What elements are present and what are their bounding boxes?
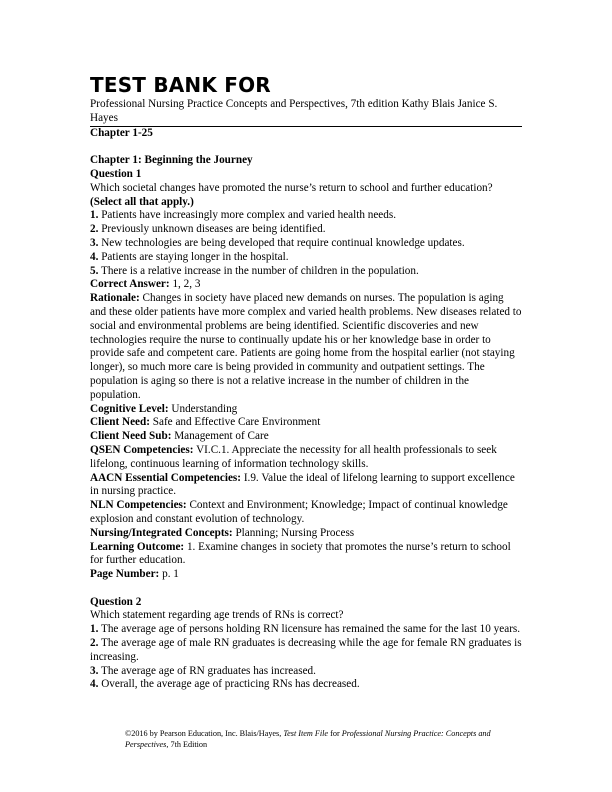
page-content xyxy=(90,73,522,692)
question-2-stem: Which statement regarding age trends of RNs is correct? xyxy=(90,609,344,622)
q1-correct-answer: Correct Answer: 1, 2, 3 xyxy=(90,278,201,291)
q1-option-2: 2. Previously unknown diseases are being identified. xyxy=(90,223,326,236)
q1-qsen: QSEN Competencies: VI.C.1. Appreciate the necessity for all health professionals to seek lifelong, continuous learning of information technology skills. xyxy=(90,443,497,470)
q1-option-3: 3. New technologies are being developed that require continual knowledge updates. xyxy=(90,236,465,249)
q1-client-need: Client Need: Safe and Effective Care Environment xyxy=(90,416,321,429)
question-1-stem: Which societal changes have promoted the nurse’s return to school and further education? (Select all that apply.) xyxy=(90,181,493,208)
q1-option-5: 5. There is a relative increase in the number of children in the population. xyxy=(90,264,419,277)
chapter-title: Chapter 1: Beginning the Journey xyxy=(90,154,253,167)
q2-option-1: 1. The average age of persons holding RN licensure has remained the same for the last 10 years. xyxy=(90,623,521,636)
q1-nln: NLN Competencies: Context and Environment; Knowledge; Impact of continual knowledge explosion and constant evolution of technology. xyxy=(90,499,508,525)
q1-client-need-sub: Client Need Sub: Management of Care xyxy=(90,430,269,443)
q1-aacn: AACN Essential Competencies: I.9. Value the ideal of lifelong learning to support excellence in nursing practice. xyxy=(90,471,515,498)
q1-concepts: Nursing/Integrated Concepts: Planning; Nursing Process xyxy=(90,526,355,539)
q1-cognitive-level: Cognitive Level: Understanding xyxy=(90,402,238,415)
q2-option-3: 3. The average age of RN graduates has increased. xyxy=(90,664,316,677)
q2-option-4: 4. Overall, the average age of practicing RNs has decreased. xyxy=(90,678,360,691)
q2-option-2: 2. The average age of male RN graduates is decreasing while the age for female RN graduates is increasing. xyxy=(90,637,522,663)
question-1-heading: Question 1 xyxy=(90,167,142,180)
page-footer: ©2016 by Pearson Education, Inc. Blais/Hayes, Test Item File for Professional Nursing Practice: Concepts and Perspectives, 7th Edition xyxy=(125,729,491,749)
q1-learning-outcome: Learning Outcome: 1. Examine changes in society that promotes the nurse’s return to school for further education. xyxy=(90,540,511,567)
q1-page-number: Page Number: p. 1 xyxy=(90,568,179,581)
q1-rationale: Rationale: Changes in society have placed new demands on nurses. The population is aging and these older patients have more complex and varied health problems. New diseases related to social and environmental problems are being identified. Scientific discoveries and new technologies require the nurse to continually update his or her knowledge base in order to provide safe and competent care. Patients are going home from the hospital earlier (not staying longer), so much more care is being provided in community and outpatient settings. The population is aging so there is not a relative increase in the number of children in the population. xyxy=(90,292,522,401)
spacer xyxy=(90,140,522,154)
q1-option-4: 4. Patients are staying longer in the hospital. xyxy=(90,250,289,263)
chapter-range: Chapter 1-25 xyxy=(90,126,153,139)
book-subtitle: Professional Nursing Practice Concepts and Perspectives, 7th edition Kathy Blais Janice S. Hayes xyxy=(90,98,498,124)
question-2-heading: Question 2 xyxy=(90,595,142,608)
spacer xyxy=(90,582,522,596)
banner-title: TEST BANK FOR xyxy=(90,73,271,97)
q1-option-1: 1. Patients have increasingly more complex and varied health needs. xyxy=(90,209,397,222)
